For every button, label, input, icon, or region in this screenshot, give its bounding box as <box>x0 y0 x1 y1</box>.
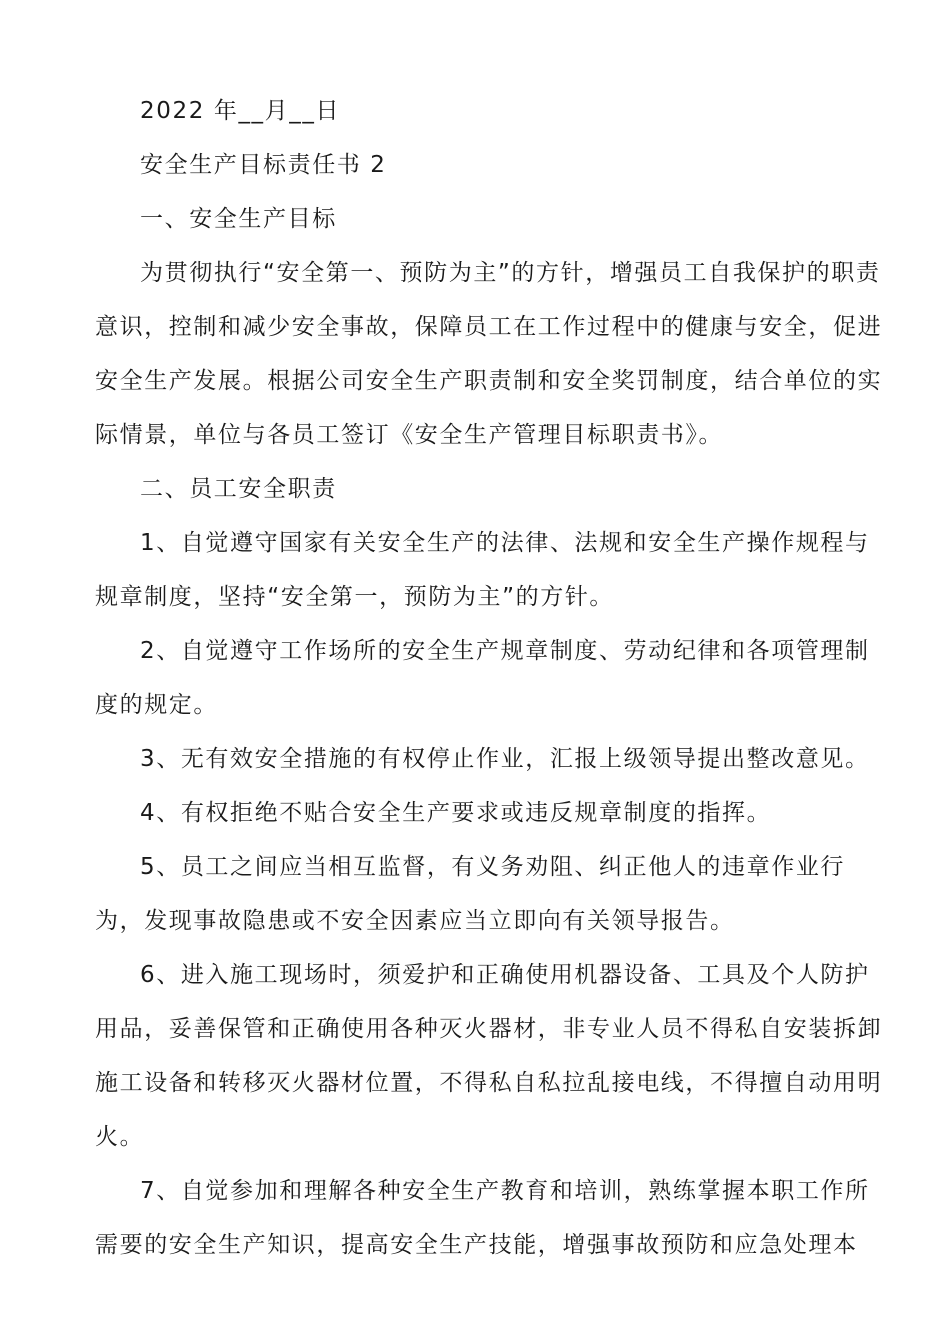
duty-item-5 <box>95 840 860 948</box>
paragraph-line: 为贯彻执行“安全第一、预防为主”的方针，增强员工自我保护的职责 <box>140 260 881 286</box>
paragraph-line: 为，发现事故隐患或不安全因素应当立即向有关领导报告。 <box>95 908 735 934</box>
duty-item-1 <box>95 516 870 624</box>
paragraph-line: 1、自觉遵守国家有关安全生产的法律、法规和安全生产操作规程与 <box>140 530 870 556</box>
date-line: 2022 年__月__日 <box>140 98 341 124</box>
paragraph-line: 3、无有效安全措施的有权停止作业，汇报上级领导提出整改意见。 <box>140 746 870 772</box>
duty-item-7 <box>95 1164 870 1272</box>
document-title: 安全生产目标责任书 2 <box>140 152 387 178</box>
document-page <box>95 84 883 1272</box>
section-1-paragraph <box>95 246 883 462</box>
paragraph-line: 2、自觉遵守工作场所的安全生产规章制度、劳动纪律和各项管理制 <box>140 638 870 664</box>
paragraph-line: 规章制度，坚持“安全第一，预防为主”的方针。 <box>95 584 615 610</box>
section-2-heading: 二、员工安全职责 <box>140 476 337 502</box>
paragraph-line: 安全生产发展。根据公司安全生产职责制和安全奖罚制度，结合单位的实 <box>95 368 883 394</box>
paragraph-line: 6、进入施工现场时，须爱护和正确使用机器设备、工具及个人防护 <box>140 962 870 988</box>
paragraph-line: 施工设备和转移灭火器材位置，不得私自私拉乱接电线，不得擅自动用明 <box>95 1070 883 1096</box>
section-1-heading: 一、安全生产目标 <box>140 206 337 232</box>
paragraph-line: 意识，控制和减少安全事故，保障员工在工作过程中的健康与安全，促进 <box>95 314 883 340</box>
paragraph-line: 需要的安全生产知识，提高安全生产技能，增强事故预防和应急处理本 <box>95 1232 858 1258</box>
duty-item-2 <box>95 624 870 732</box>
paragraph-line: 7、自觉参加和理解各种安全生产教育和培训，熟练掌握本职工作所 <box>140 1178 870 1204</box>
paragraph-line: 度的规定。 <box>95 692 218 718</box>
paragraph-line: 际情景，单位与各员工签订《安全生产管理目标职责书》。 <box>95 422 724 448</box>
duty-item-4 <box>95 786 860 840</box>
duty-item-3 <box>95 732 870 786</box>
paragraph-line: 5、员工之间应当相互监督，有义务劝阻、纠正他人的违章作业行 <box>140 854 846 880</box>
duty-item-6 <box>95 948 883 1164</box>
paragraph-line: 火。 <box>95 1124 145 1150</box>
paragraph-line: 用品，妥善保管和正确使用各种灭火器材，非专业人员不得私自安装拆卸 <box>95 1016 883 1042</box>
paragraph-line: 4、有权拒绝不贴合安全生产要求或违反规章制度的指挥。 <box>140 800 772 826</box>
